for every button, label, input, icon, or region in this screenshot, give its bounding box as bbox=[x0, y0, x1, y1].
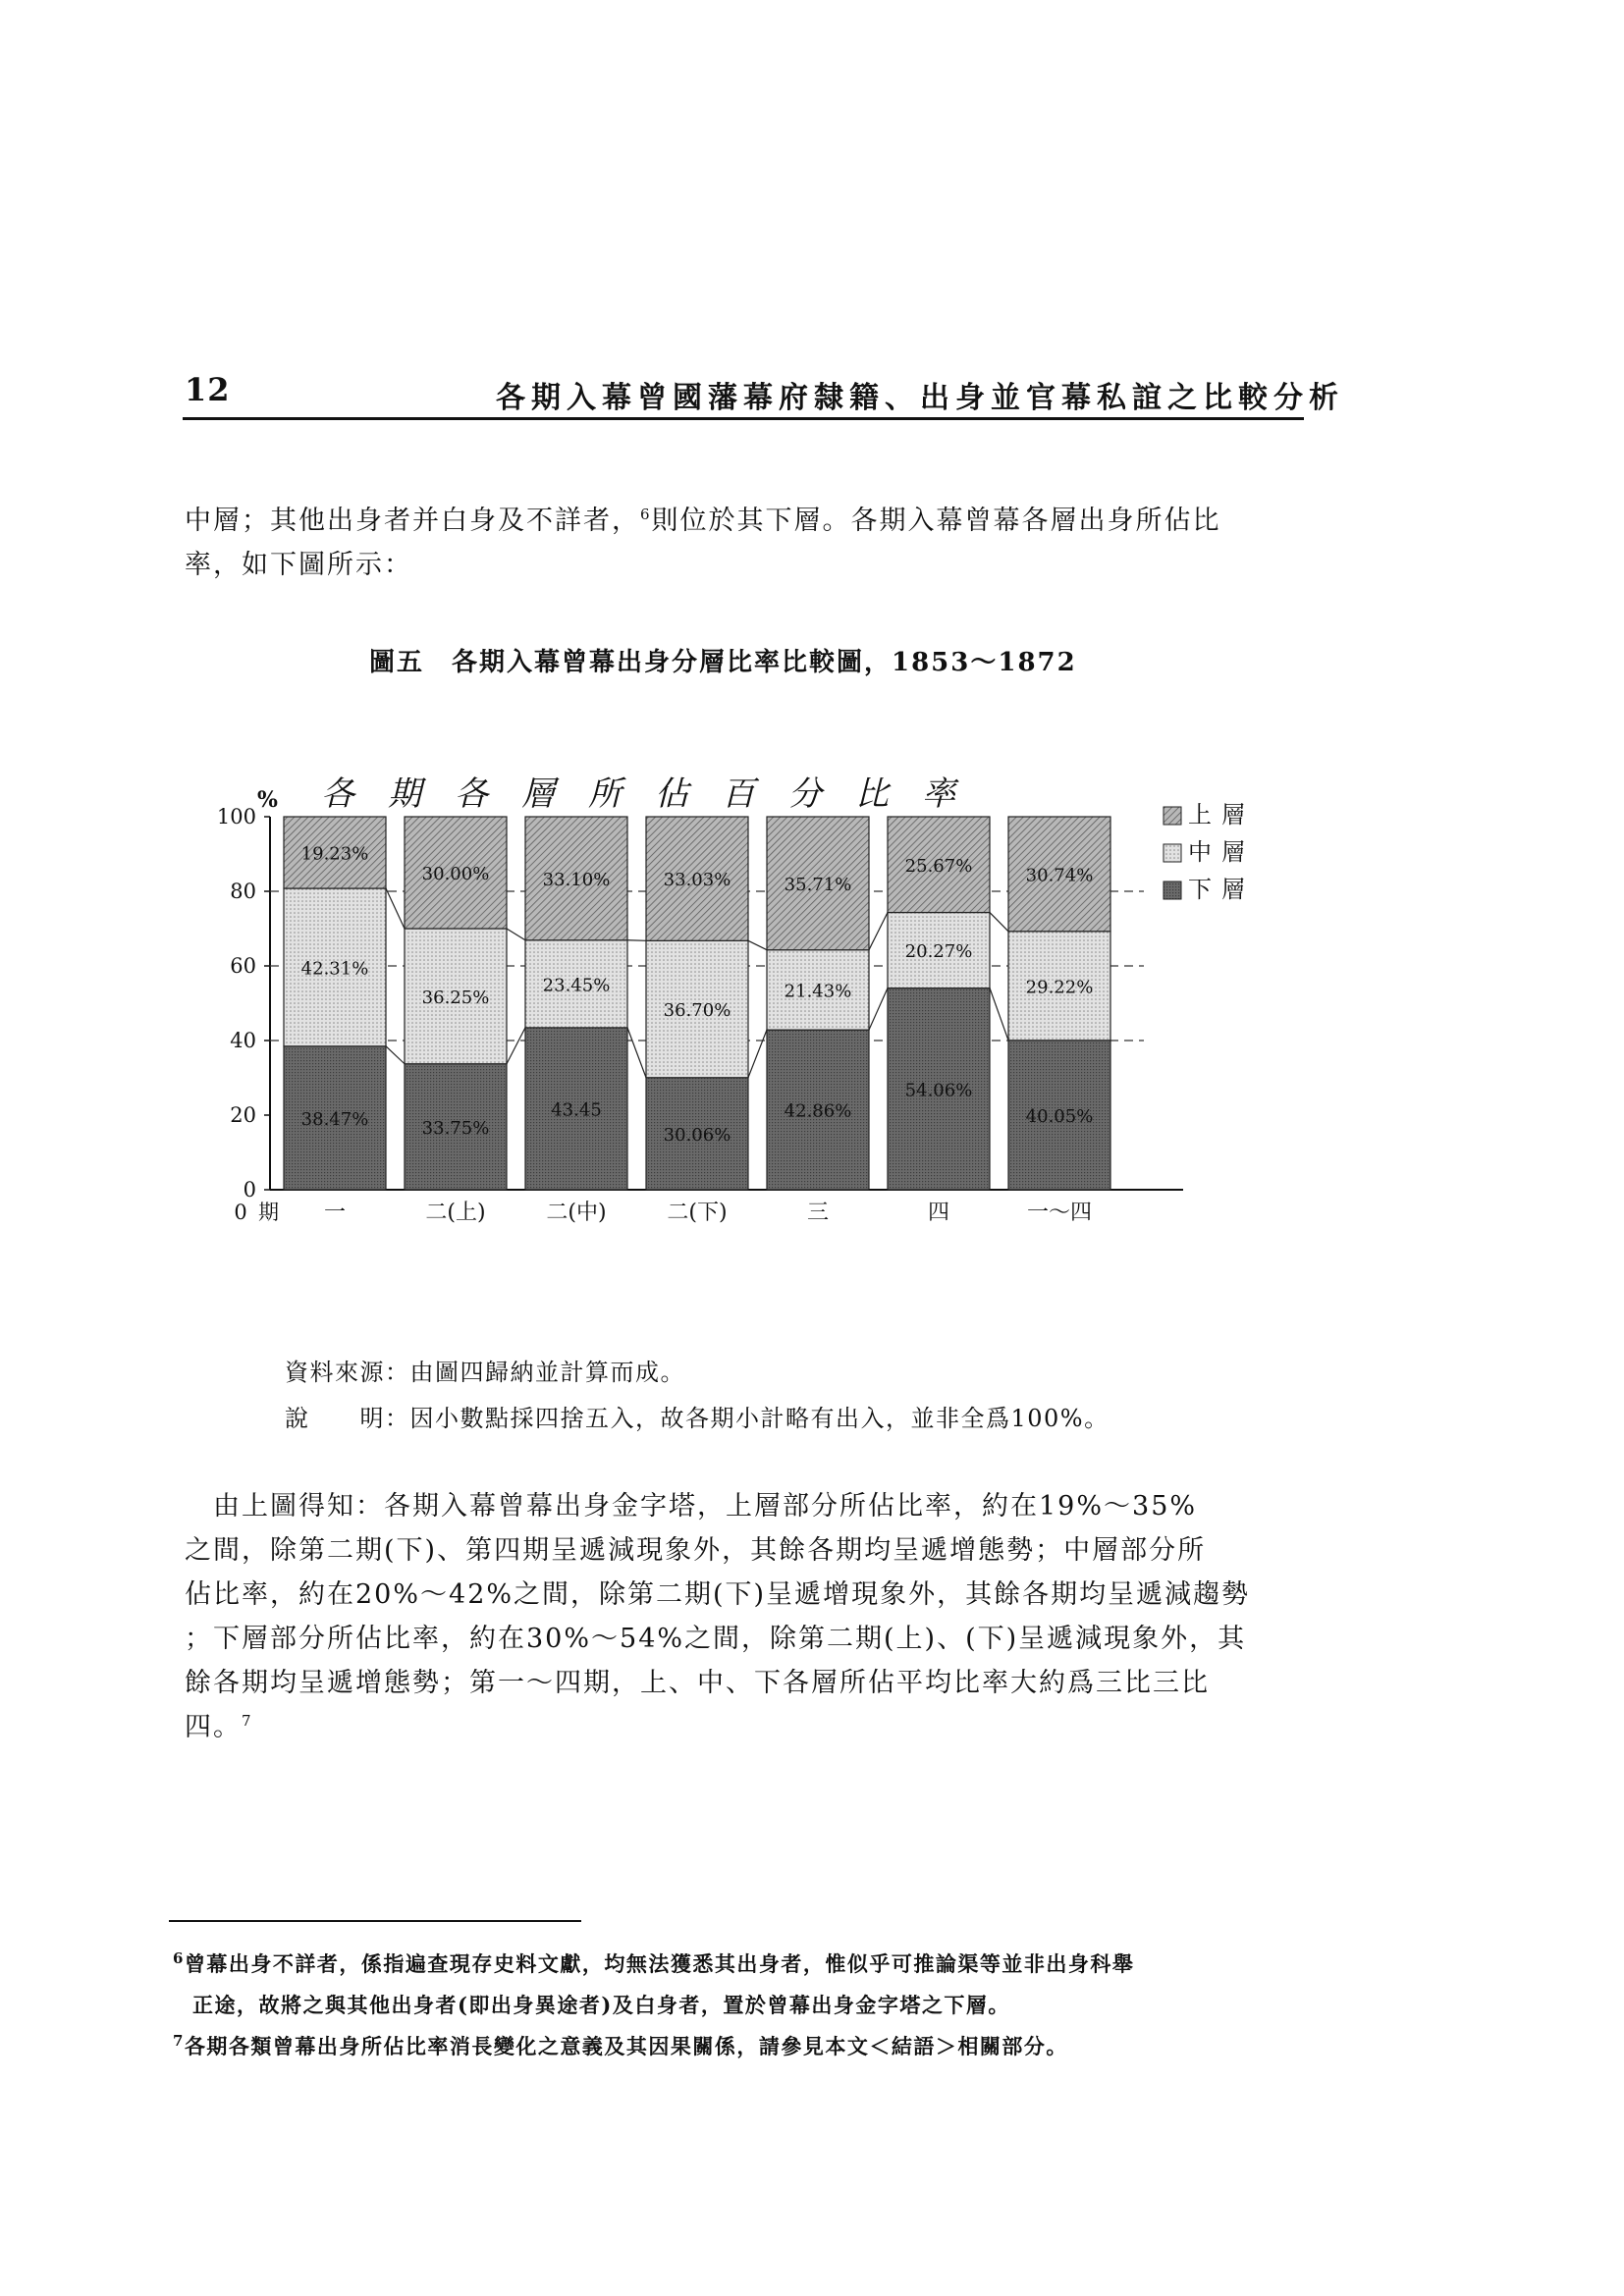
y-tick-label: 0 bbox=[243, 1178, 256, 1201]
x-tick-label: 二(中) bbox=[546, 1201, 607, 1225]
data-label: 36.70% bbox=[663, 1000, 731, 1022]
data-label: 33.03% bbox=[663, 870, 731, 891]
y-tick-label-zero: 0 bbox=[234, 1201, 247, 1224]
chart-title: 各 期 各 層 所 佔 百 分 比 率 bbox=[321, 774, 955, 814]
footnote-6-mark: 6 bbox=[173, 1949, 185, 1967]
data-label: 29.22% bbox=[1025, 977, 1094, 998]
connector-line bbox=[386, 1046, 405, 1064]
x-tick-label: 一～四 bbox=[1026, 1201, 1093, 1225]
footnote-7-line-1: 各期各類曾幕出身所佔比率消長變化之意義及其因果關係，請參見本文＜結語＞相關部分。 bbox=[184, 2034, 1068, 2058]
connector-line bbox=[386, 888, 405, 929]
y-tick-label: 20 bbox=[230, 1103, 256, 1127]
x-tick-label: 一 bbox=[323, 1201, 347, 1225]
intro-text-a: 中層；其他出身者并白身及不詳者， bbox=[185, 506, 640, 536]
data-label: 25.67% bbox=[904, 855, 973, 877]
data-label: 35.71% bbox=[784, 874, 852, 895]
legend-swatch bbox=[1164, 881, 1181, 899]
legend-label: 中層 bbox=[1188, 838, 1255, 866]
x-axis-prefix: 期 bbox=[258, 1201, 279, 1224]
header-rule bbox=[183, 417, 1304, 420]
connector-line bbox=[627, 1028, 646, 1078]
connector-line bbox=[507, 1028, 525, 1064]
page-number: 12 bbox=[185, 371, 231, 408]
footnote-ref-7: 7 bbox=[242, 1712, 253, 1730]
y-tick-label: 80 bbox=[230, 880, 256, 903]
x-tick-label: 二(下) bbox=[667, 1201, 728, 1225]
source-text: 由圖四歸納並計算而成。 bbox=[409, 1359, 685, 1386]
source-label: 資料來源： bbox=[285, 1359, 410, 1386]
footnote-ref-6: 6 bbox=[640, 506, 652, 523]
y-tick-label: 100 bbox=[216, 805, 256, 828]
y-tick-label: 40 bbox=[230, 1029, 256, 1052]
analysis-line-4: ；下層部分所佔比率，約在30%～54%之間，除第二期(上)、(下)呈遞減現象外，其 bbox=[185, 1624, 1247, 1654]
explain-text: 因小數點採四捨五入，故各期小計略有出入，並非全爲100%。 bbox=[409, 1405, 1110, 1432]
figure-title: 圖五 各期入幕曾幕出身分層比率比較圖，1853～1872 bbox=[369, 648, 1077, 677]
connector-line bbox=[748, 940, 767, 949]
data-label: 40.05% bbox=[1025, 1105, 1094, 1127]
intro-line-2: 率，如下圖所示： bbox=[185, 550, 412, 580]
legend-swatch bbox=[1164, 807, 1181, 825]
data-label: 36.25% bbox=[421, 987, 490, 1008]
connector-line bbox=[869, 988, 888, 1031]
legend-swatch bbox=[1164, 844, 1181, 862]
stacked-bar-chart bbox=[206, 766, 1286, 1237]
connector-line bbox=[990, 913, 1008, 932]
connector-line bbox=[748, 1030, 767, 1078]
data-label: 42.31% bbox=[300, 958, 369, 980]
data-label: 42.86% bbox=[784, 1100, 852, 1122]
analysis-line-6 bbox=[185, 1705, 253, 1749]
legend-label: 上層 bbox=[1188, 801, 1255, 828]
data-label: 54.06% bbox=[904, 1080, 973, 1101]
explain-note bbox=[285, 1399, 1110, 1433]
data-label: 30.00% bbox=[421, 864, 490, 884]
data-label: 30.06% bbox=[663, 1124, 731, 1146]
analysis-last-text: 四。 bbox=[185, 1712, 242, 1742]
data-label: 33.75% bbox=[421, 1117, 490, 1139]
data-label: 38.47% bbox=[300, 1108, 369, 1130]
footnote-6-line-2: 正途，故將之與其他出身者(即出身異途者)及白身者，置於曾幕出身金字塔之下層。 bbox=[192, 1993, 1010, 2017]
connector-line bbox=[507, 929, 525, 940]
x-tick-label: 三 bbox=[806, 1201, 830, 1225]
analysis-line-3: 佔比率，約在20%～42%之間，除第二期(下)呈遞增現象外，其餘各期均呈遞減趨勢 bbox=[185, 1579, 1251, 1610]
analysis-line-5: 餘各期均呈遞增態勢；第一～四期，上、中、下各層所佔平均比率大約爲三比三比 bbox=[185, 1668, 1210, 1698]
y-unit-label: % bbox=[257, 787, 278, 813]
analysis-line-2: 之間，除第二期(下)、第四期呈遞減現象外，其餘各期均呈遞增態勢；中層部分所 bbox=[185, 1535, 1207, 1566]
data-label: 30.74% bbox=[1025, 865, 1094, 886]
analysis-line-1: 由上圖得知：各期入幕曾幕出身金字塔，上層部分所佔比率，約在19%～35% bbox=[185, 1491, 1198, 1522]
footnote-6 bbox=[173, 1949, 1134, 1978]
data-label: 23.45% bbox=[542, 975, 611, 996]
connector-line bbox=[990, 988, 1008, 1041]
data-label: 19.23% bbox=[300, 843, 369, 865]
footnote-7-mark: 7 bbox=[173, 2032, 185, 2050]
x-axis bbox=[234, 1201, 1092, 1225]
data-label: 33.10% bbox=[542, 869, 611, 890]
connector-line bbox=[869, 913, 888, 950]
footnote-6-line-1: 曾幕出身不詳者，係指遍查現存史料文獻，均無法獲悉其出身者，惟似乎可推論渠等並非出身科舉 bbox=[184, 1951, 1135, 1976]
intro-line-1 bbox=[185, 499, 1221, 543]
connector-line bbox=[627, 940, 646, 941]
x-tick-label: 四 bbox=[927, 1201, 950, 1225]
data-label: 43.45 bbox=[551, 1099, 602, 1121]
source-note bbox=[285, 1353, 685, 1387]
legend-label: 下層 bbox=[1188, 876, 1255, 903]
explain-label: 說 明： bbox=[285, 1405, 410, 1432]
data-label: 21.43% bbox=[784, 981, 852, 1002]
footnote-rule bbox=[169, 1920, 581, 1922]
data-label: 20.27% bbox=[904, 941, 973, 963]
intro-text-b: 則位於其下層。各期入幕曾幕各層出身所佔比 bbox=[651, 506, 1221, 536]
legend bbox=[1164, 801, 1255, 903]
x-tick-label: 二(上) bbox=[425, 1201, 486, 1225]
y-tick-label: 60 bbox=[230, 954, 256, 978]
footnote-7 bbox=[173, 2031, 1068, 2060]
running-title: 各期入幕曾國藩幕府隸籍、出身並官幕私誼之比較分析 bbox=[496, 381, 1344, 415]
